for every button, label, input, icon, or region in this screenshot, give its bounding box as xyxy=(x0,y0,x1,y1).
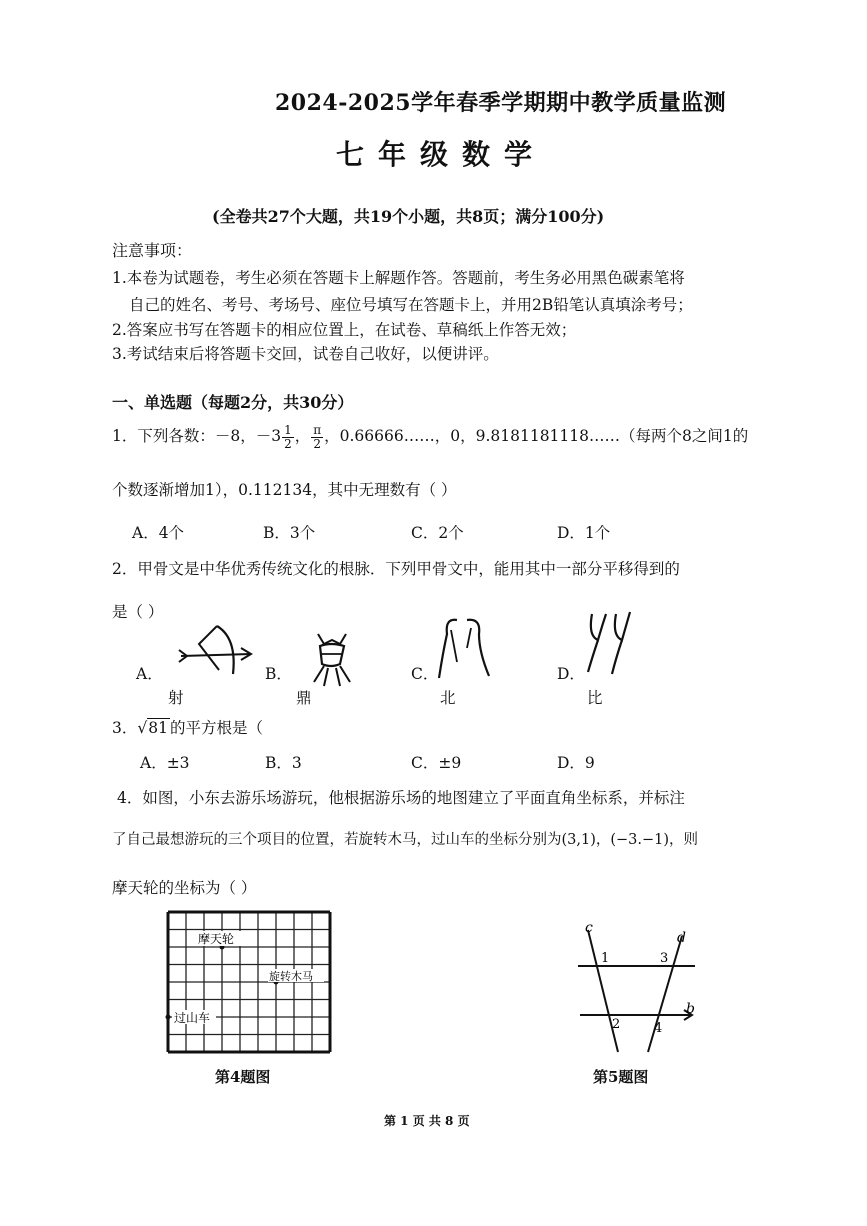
question-2-line1: 2．甲骨文是中华优秀传统文化的根脉．下列甲骨文中，能用其中一部分平移得到的 xyxy=(112,560,680,578)
oracle-she-glyph-icon xyxy=(175,618,265,683)
q3-option-c: C．±9 xyxy=(411,754,462,772)
angle-3-label: 3 xyxy=(660,951,669,966)
line-b-label: b xyxy=(686,1001,695,1017)
question-3 xyxy=(112,716,263,738)
oracle-bi-glyph-icon xyxy=(582,606,642,678)
q1-rest: ，0.66666……，0，9.8181181118……（每两个8之间1的 xyxy=(324,427,749,445)
line-c-label: c xyxy=(585,920,593,936)
fraction-half xyxy=(282,424,294,451)
angle-4-label: 4 xyxy=(654,1021,663,1036)
fraction-numerator: 1 xyxy=(284,422,292,437)
q1-option-b: B．3个 xyxy=(263,524,316,542)
q1-option-a: A．4个 xyxy=(132,524,185,542)
q3-option-d: D．9 xyxy=(557,754,595,772)
oracle-ding-glyph-icon xyxy=(306,630,356,690)
q1-prefix: 1．下列各数：－8，－3 xyxy=(112,427,282,445)
angle-2-label: 2 xyxy=(612,1017,621,1032)
fraction-denominator: 2 xyxy=(313,436,322,451)
ferris-wheel-label: 摩天轮 xyxy=(198,932,235,946)
angle-1-label: 1 xyxy=(601,951,610,966)
notes-item: 2.答案应书写在答题卡的相应位置上，在试卷、草稿纸上作答无效； xyxy=(112,321,577,339)
q2-option-d-label: D． xyxy=(557,665,585,683)
q2-char-a: 射 xyxy=(168,689,184,707)
fraction-pi-half xyxy=(311,424,323,451)
oracle-bei-glyph-icon xyxy=(435,612,495,684)
q2-option-b-label: B． xyxy=(265,665,292,683)
exam-title: 2024-2025学年春季学期期中教学质量监测 xyxy=(275,90,727,116)
question-1-line1 xyxy=(112,421,748,451)
fraction-denominator: 2 xyxy=(284,436,292,451)
question-1-line2: 个数逐渐增加1），0.112134，其中无理数有（ ） xyxy=(112,481,457,499)
q2-char-c: 北 xyxy=(440,689,456,707)
q1-separator: ， xyxy=(294,427,311,445)
q2-option-a-label: A． xyxy=(136,665,163,683)
fraction-numerator: π xyxy=(313,422,322,437)
question-4-line2: 了自己最想游玩的三个项目的位置，若旋转木马，过山车的坐标分别为(3,1)，(−3.−1)，则 xyxy=(112,832,699,848)
sqrt-symbol-icon: √ xyxy=(137,719,148,737)
roller-coaster-label: 过山车 xyxy=(174,1011,211,1025)
q2-option-c-label: C． xyxy=(411,665,439,683)
figure-5-lines-diagram xyxy=(570,920,705,1060)
figure-5-caption: 第5题图 xyxy=(593,1068,649,1086)
notes-heading: 注意事项： xyxy=(112,241,193,260)
notes-item: 1.本卷为试题卷，考生必须在答题卡上解题作答。答题前，考生务必用黑色碳素笔将 xyxy=(112,269,685,287)
q2-char-d: 比 xyxy=(587,689,603,707)
question-4-line1: 4．如图，小东去游乐场游玩，他根据游乐场的地图建立了平面直角坐标系，并标注 xyxy=(117,789,685,807)
q3-number: 3． xyxy=(112,719,138,737)
figure-4-grid-map xyxy=(168,912,330,1052)
section-heading: 一、单选题（每题2分，共30分） xyxy=(112,393,354,412)
carousel-label: 旋转木马 xyxy=(269,970,313,983)
question-2-line2: 是（ ） xyxy=(112,603,164,621)
q3-rest: 的平方根是（ xyxy=(170,719,264,737)
notes-item: 3.考试结束后将答题卡交回，试卷自己收好，以便讲评。 xyxy=(112,345,499,363)
roller-coaster-point xyxy=(166,1015,171,1020)
exam-meta: (全卷共27个大题，共19个小题，共8页；满分100分) xyxy=(212,207,605,226)
exam-subject: 七年级数学 xyxy=(336,138,547,171)
q1-option-d: D．1个 xyxy=(557,524,611,542)
notes-item: 自己的姓名、考号、考场号、座位号填写在答题卡上，并用2B铅笔认真填涂考号； xyxy=(129,296,693,314)
page-footer: 第 1 页 共 8 页 xyxy=(384,1114,470,1128)
sqrt-radicand: 81 xyxy=(148,719,168,737)
q2-char-b: 鼎 xyxy=(296,689,312,707)
q1-option-c: C．2个 xyxy=(411,524,464,542)
q3-option-b: B．3 xyxy=(265,754,302,772)
question-4-line3: 摩天轮的坐标为（ ） xyxy=(112,879,257,897)
figure-4-caption: 第4题图 xyxy=(215,1068,271,1086)
line-d-label: d xyxy=(677,930,686,946)
q3-option-a: A．±3 xyxy=(140,754,190,772)
